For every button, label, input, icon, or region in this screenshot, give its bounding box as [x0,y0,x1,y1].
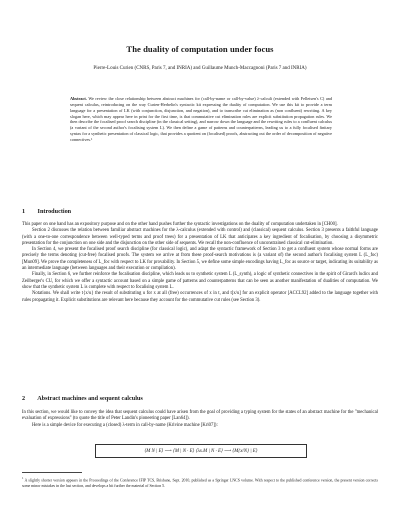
section-2-body [22,410,378,429]
paragraph: This paper on one hand has an expository purpose and on the other hand pushes further the syntactic investigations on the duality of computation undertaken in [CH00]. [22,222,338,227]
paragraph: Here is a simple device for executing a (closed) λ-term in call-by-name (Krivine machine [Kri07]): [32,422,218,428]
section-number: 2 [22,395,26,402]
paper-authors: Pierre-Louis Curien (CNRS, Paris 7, and INRIA) and Guillaume Munch-Maccagnoni (Paris 7 and INRIA) [93,66,307,71]
krivine-machine-rules: ⟨M N | E⟩ ⟶ ⟨M | N · E⟩ ⟨λx.M | N · E⟩ ⟶ ⟨M{x/N} | E⟩ [95,444,307,458]
footnote-text: A slightly shorter version appears in the Proceedings of the Conference IFIP TCS, Brisbane, Sept. 2010, published as a Springer LNCS volume. With respect to the published conference version, the present version corrects some minor mistakes in the last section, and develops a bit further the material of Section 5. [22,478,378,488]
paragraph: Section 2 discusses the relation between familiar abstract machines for the λ-calculus (extended with control) and (classical) sequent calculus. Section 3 presents a faithful language (with a one-to-one correspondence between well-typed terms and proof trees) for a presentation of LK that anticipates a key ingredient of focalisation, by choosing a disymmetric presentation for the conjunction on one side and the disjunction on the other side of sequents. We recall the non-confluence of unconstrained classical cut-elimination. [22,228,378,246]
section-heading-abstract-machines [22,395,143,402]
paper-title: The duality of computation under focus [126,44,274,54]
footnote-divider [22,472,82,473]
paragraph: Finally, in Section 6, we further reinforce the focalisation discipline, which leads us to synthetic system L (L_synth), a logic of synthetic connectives in the spirit of Girard's ludics and Zeilberger's CU, for which we offer a syntactic account based on a simple game of patterns and counterpatterns that can be seen as another manifestation of dualities of computation. We show that the synthetic system L is complete with respect to focalising system L. [22,272,378,290]
section-number: 1 [22,208,26,215]
footnote [22,476,378,489]
section-title: Abstract machines and sequent calculus [37,395,143,402]
abstract [70,96,332,143]
paragraph: Notations. We shall write t{x/u} the result of substituting u for x at all (free) occurrences of x in t, and t[x/u] for an explicit operator [ACCL92] added to the language together with rules propagating it. Explicit substitutions are relevant here because they account for the commutative cut rules (see Section 3). [22,291,378,303]
introduction-body [22,222,378,304]
footnote-mark: 1 [22,476,24,480]
paragraph: In Section 4, we present the focalised proof search discipline (for classical logic), and adapt the syntactic framework of Section 3 to get a confluent system whose normal forms are precisely the terms denoting (cut-free) focalised proofs. The system we arrive at from these proof-search motivations is (a variant of) the second author's focalising system L (L_foc) [Mun09]. We prove the completeness of L_foc with respect to LK for provability. In Section 5, we define some simple encodings having L_foc as source or target, indicating its suitability as an intermediate language (between languages and their execution or compilation). [22,247,378,272]
abstract-label: Abstract. [70,96,87,101]
section-heading-introduction [22,208,71,215]
section-title: Introduction [37,208,72,215]
abstract-text: We review the close relationship between abstract machines for (call-by-name or call-by-value) λ-calculi (extended with Felleisen's C) and sequent calculus, reintroducing on the way Curien-Herbelin's syntactic kit expressing the duality of computation. We use this kit to provide a term language for a presentation of LK (with conjunction, disjunction, and negation), and to transcribe cut elimination as (non confluent) rewriting. A key slogan here, which may appear here in print for the first time, is that commutative cut elimination rules are explicit substitution propagation rules. We then describe the focalised proof search discipline (in the classical setting), and narrow down the language and the rewriting rules to a confluent calculus (a variant of the second author's focalising system L). We then define a game of patterns and counterpatterns, leading us to a fully focalised finitary syntax for a synthetic presentation of classical logic, that provides a quotient on (focalised) proofs, abstracting out the order of decomposition of negative connectives.¹ [70,96,332,142]
paragraph: In this section, we would like to convey the idea that sequent calculus could have arisen from the goal of providing a typing system for the states of an abstract machine for the "mechanical evaluation of expressions" (to quote the title of Peter Landin's pioneering paper [Lan64]). [22,410,378,422]
